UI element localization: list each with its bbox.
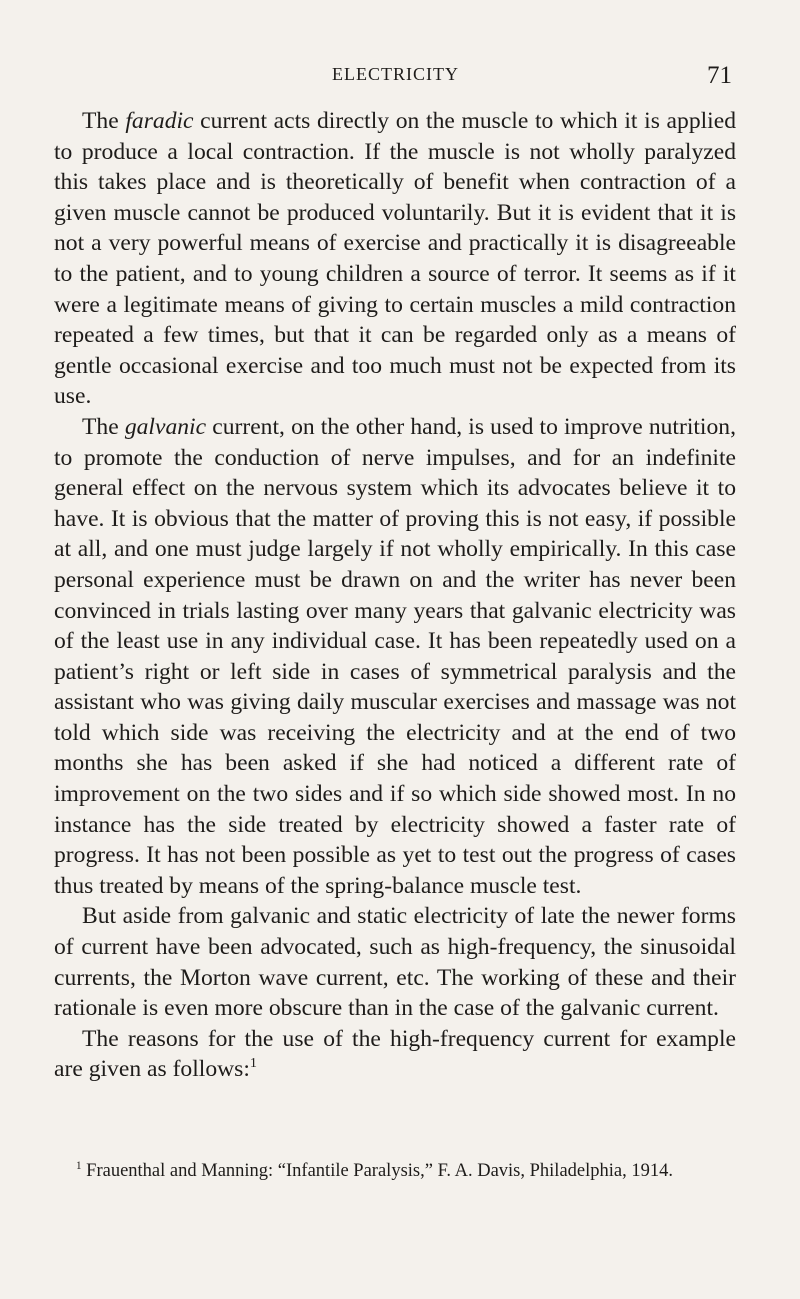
text-run: But aside from galvanic and static electricity of late the newer forms of current have been advocated, such as high-frequency, the sinusoidal currents, the Morton wave current, etc. The working of these and their rationale is even more obscure than in the case of the galvanic current.: [54, 903, 736, 1022]
page-number: 71: [707, 62, 732, 89]
paragraph: [54, 1024, 736, 1085]
text-run: The: [82, 413, 125, 440]
page-header: [0, 62, 800, 102]
paragraph: [54, 106, 736, 412]
text-run: current acts directly on the muscle to which it is applied to produce a local contraction. If the muscle is not wholly paralyzed this takes place and is theoretically of benefit when contraction of a given muscle cannot be produced voluntarily. But it is evident that it is not a very powerful means of exercise and practically it is disagreeable to the patient, and to young children a source of terror. It seems as if it were a legitimate means of giving to certain muscles a mild contraction repeated a few times, but that it can be regarded only as a means of gentle occasional exercise and too much must not be expected from its use.: [54, 108, 736, 410]
text-run: current, on the other hand, is used to improve nutrition, to promote the conduction of nerve impulses, and for an indefinite general effect on the nervous system which its advocates believe it to have. It is obvious that the matter of proving this is not easy, if possible at all, and one must judge largely if not wholly empirically. In this case personal experience must be drawn on and the writer has never been convinced in trials lasting over many years that galvanic electricity was of the least use in any individual case. It has been repeatedly used on a patient’s right or left side in cases of symmetrical paralysis and the assistant who was giving daily muscular exercises and massage was not told which side was receiving the electricity and at the end of two months she has been asked if she had noticed a different rate of improvement on the two sides and if so which side showed most. In no instance has the side treated by electricity showed a faster rate of progress. It has not been possible as yet to test out the progress of cases thus treated by means of the spring-balance muscle test.: [54, 413, 736, 899]
body-text: [54, 106, 736, 1085]
running-head: ELECTRICITY: [332, 64, 459, 84]
text-run: The reasons for the use of the high-frequency current for example are given as follows:: [54, 1025, 736, 1083]
text-run: The: [82, 108, 126, 134]
footnote-reference: 1: [249, 1055, 257, 1072]
paragraph: [54, 901, 736, 1023]
italic-term: galvanic: [124, 413, 207, 440]
footnotes: [54, 1159, 736, 1183]
italic-term: faradic: [125, 108, 194, 134]
footnote: [54, 1159, 736, 1183]
footnote-marker: 1: [76, 1159, 82, 1172]
footnote-text: Frauenthal and Manning: “Infantile Paralysis,” F. A. Davis, Philadelphia, 1914.: [81, 1161, 673, 1181]
paragraph: [54, 412, 736, 902]
